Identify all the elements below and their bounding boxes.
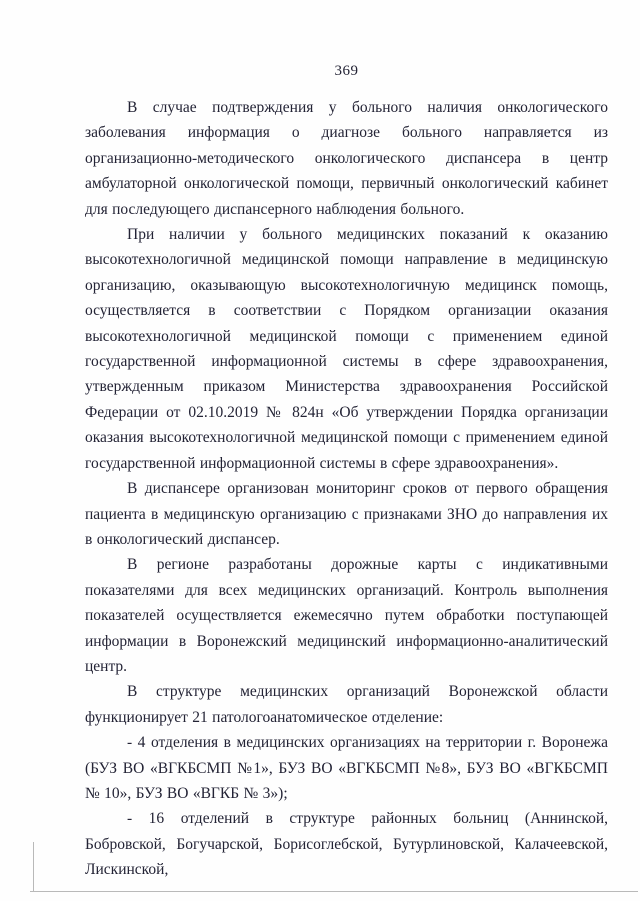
page-content (85, 95, 608, 883)
paragraph-dispensary-monitoring: В диспансере организован мониторинг сроков от первого обращения пациента в медицинскую организацию с признаками ЗНО до направления их в онкологический диспансер. (85, 480, 608, 548)
paragraph-district-hospitals-departments: - 16 отделений в структуре районных больниц (Аннинской, Бобровской, Богучарской, Борисоглебской, Бутурлиновской, Калачеевской, Лискинской, (85, 810, 608, 879)
paragraph-hightech-care-order: При наличии у больного медицинских показаний к оказанию высокотехнологичной медицинской помощи направление в медицинскую организацию, оказывающую высокотехнологичную медицинск помощь, осуществляется в соответствии с Порядком организации оказания высокотехнологичной медицинской помощи с применением единой государственной информационной системы в сфере здравоохранения, утвержденным приказом Министерства здравоохранения Российской Федерации от 02.10.2019 № 824н «Об утверждении Порядка организации оказания высокотехнологичной медицинской помощи с применением единой государственной информационной системы в сфере здравоохранения». (85, 226, 608, 472)
page-number: 369 (334, 63, 359, 79)
scan-edge-bottom (30, 891, 638, 892)
paragraph-roadmaps-control: В регионе разработаны дорожные карты с индикативными показателями для всех медицинских организаций. Контроль выполнения показателей осуществляется ежемесячно путем обработки поступающей информации в Воронежский медицинский информационно-аналитический центр. (85, 556, 608, 675)
paragraph-voronezh-city-departments: - 4 отделения в медицинских организациях на территории г. Воронежа (БУЗ ВО «ВГКБСМП №1», БУЗ ВО «ВГКБСМП №8», БУЗ ВО «ВГКБСМП № 10», БУЗ ВО «ВГКБ № 3»); (85, 734, 608, 802)
paragraph-pathology-departments-intro: В структуре медицинских организаций Воронежской области функционирует 21 патологоанатомическое отделение: (85, 683, 608, 726)
scan-edge-left (33, 842, 34, 892)
paragraph-confirmation-oncology: В случае подтверждения у больного наличия онкологического заболевания информация о диагнозе больного направляется из организационно-методического онкологического диспансера в центр амбулаторной онкологической помощи, первичный онкологический кабинет для последующего диспансерного наблюдения больного. (85, 99, 608, 218)
